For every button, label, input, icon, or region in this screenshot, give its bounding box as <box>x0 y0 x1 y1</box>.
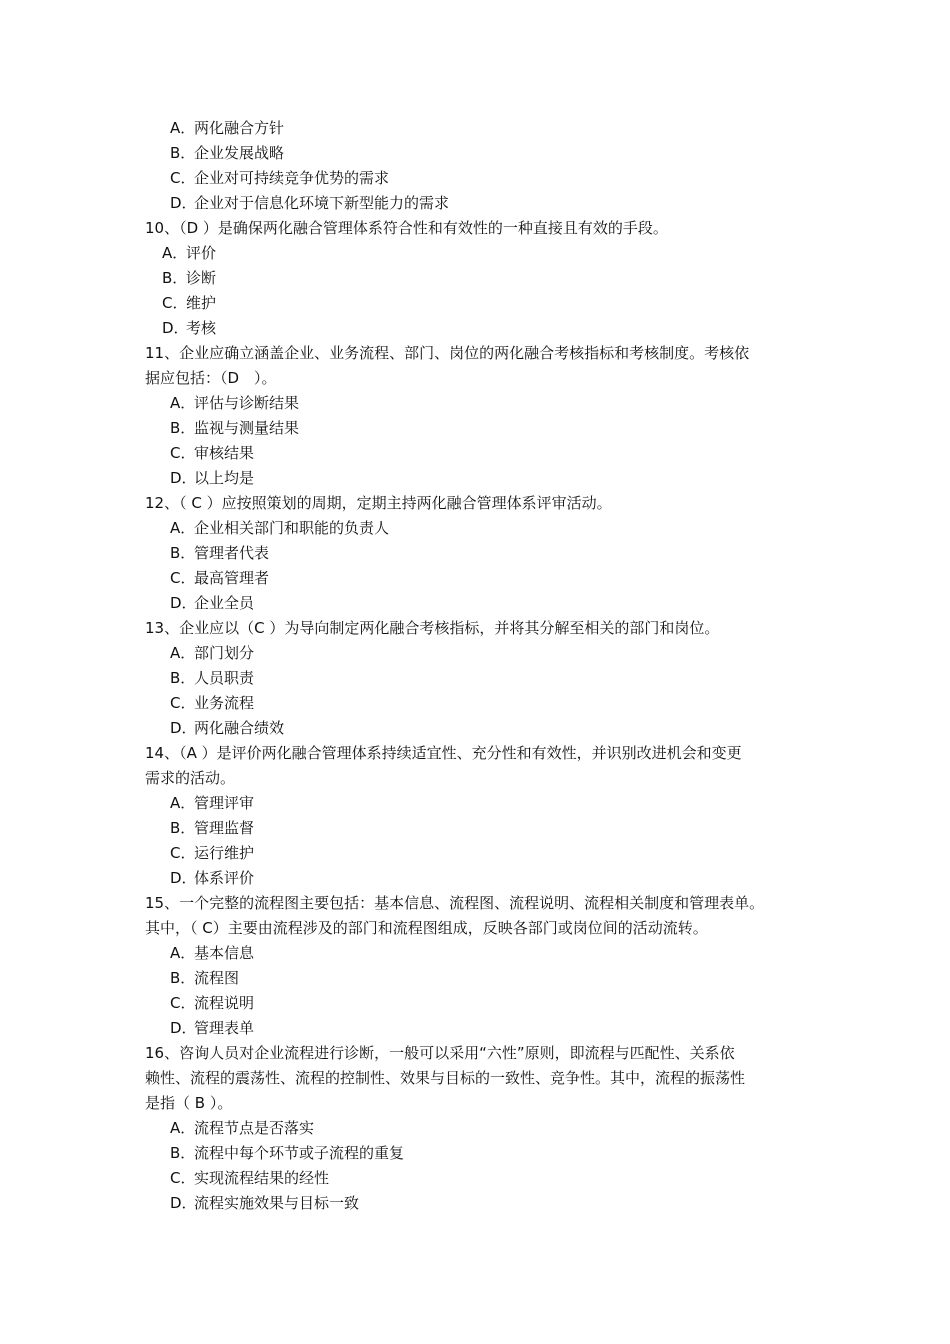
question-text-line: 14、（A ）是评价两化融合管理体系持续适宜性、充分性和有效性，并识别改进机会和变更 <box>145 744 742 762</box>
option-text: 监视与测量结果 <box>194 419 300 437</box>
document-page <box>0 116 950 1216</box>
option-text: 企业对可持续竞争优势的需求 <box>194 169 390 187</box>
option-letter: D． <box>170 469 197 487</box>
option-letter: D． <box>170 1194 197 1212</box>
answer-option <box>0 566 950 591</box>
option-text: 最高管理者 <box>194 569 270 587</box>
option-text: 部门划分 <box>194 644 255 662</box>
option-letter: B． <box>170 1144 196 1162</box>
option-letter: B． <box>170 969 196 987</box>
answer-option <box>0 666 950 691</box>
option-letter: B． <box>170 669 196 687</box>
option-letter: C． <box>162 294 188 312</box>
answer-option <box>0 591 950 616</box>
option-text: 两化融合方针 <box>194 119 285 137</box>
option-text: 企业对于信息化环境下新型能力的需求 <box>194 194 450 212</box>
option-letter: A． <box>170 794 196 812</box>
option-text: 业务流程 <box>194 694 255 712</box>
option-text: 实现流程结果的经性 <box>194 1169 330 1187</box>
answer-option <box>0 191 950 216</box>
option-text: 人员职责 <box>194 669 255 687</box>
option-text: 审核结果 <box>194 444 255 462</box>
answer-option <box>0 816 950 841</box>
option-letter: C． <box>170 569 196 587</box>
option-letter: A． <box>170 644 196 662</box>
option-letter: D． <box>170 194 197 212</box>
option-text: 流程中每个环节或子流程的重复 <box>194 1144 405 1162</box>
option-text: 流程实施效果与目标一致 <box>194 1194 360 1212</box>
answer-option <box>0 716 950 741</box>
answer-option <box>0 391 950 416</box>
option-letter: B． <box>170 419 196 437</box>
question-text-line: 赖性、流程的震荡性、流程的控制性、效果与目标的一致性、竞争性。其中，流程的振荡性 <box>145 1069 746 1087</box>
option-letter: A． <box>170 944 196 962</box>
option-text: 体系评价 <box>194 869 255 887</box>
option-text: 企业全员 <box>194 594 255 612</box>
answer-option <box>0 941 950 966</box>
question-text-line: 16、咨询人员对企业流程进行诊断，一般可以采用“六性”原则，即流程与匹配性、关系依 <box>145 1044 735 1062</box>
question-text-line: 是指（ B ）。 <box>145 1094 233 1112</box>
answer-option <box>0 466 950 491</box>
option-letter: D． <box>170 869 197 887</box>
option-letter: B． <box>170 544 196 562</box>
answer-option <box>0 416 950 441</box>
option-text: 管理监督 <box>194 819 255 837</box>
answer-option <box>0 791 950 816</box>
answer-option <box>0 1191 950 1216</box>
option-letter: C． <box>170 1169 196 1187</box>
option-text: 管理表单 <box>194 1019 255 1037</box>
option-text: 考核 <box>186 319 217 337</box>
question-text-line: 据应包括：（D ）。 <box>145 369 277 387</box>
answer-option <box>0 441 950 466</box>
answer-option <box>0 291 950 316</box>
option-letter: B． <box>170 819 196 837</box>
option-letter: A． <box>170 119 196 137</box>
answer-option <box>0 641 950 666</box>
question-text-line: 其中，（ C）主要由流程涉及的部门和流程图组成，反映各部门或岗位间的活动流转。 <box>145 919 708 937</box>
answer-option <box>0 841 950 866</box>
option-letter: C． <box>170 994 196 1012</box>
question-text-line: 15、一个完整的流程图主要包括：基本信息、流程图、流程说明、流程相关制度和管理表单。 <box>145 894 765 912</box>
option-letter: A． <box>170 519 196 537</box>
option-letter: D． <box>170 1019 197 1037</box>
option-text: 以上均是 <box>194 469 255 487</box>
option-text: 企业相关部门和职能的负责人 <box>194 519 390 537</box>
option-letter: D． <box>170 719 197 737</box>
option-text: 管理评审 <box>194 794 255 812</box>
answer-option <box>0 1116 950 1141</box>
answer-option <box>0 1166 950 1191</box>
question-text-line: 13、企业应以（C ）为导向制定两化融合考核指标，并将其分解至相关的部门和岗位。 <box>145 619 720 637</box>
answer-option <box>0 141 950 166</box>
option-text: 基本信息 <box>194 944 255 962</box>
option-letter: A． <box>170 1119 196 1137</box>
option-text: 流程说明 <box>194 994 255 1012</box>
question-text-line: 10、（D ）是确保两化融合管理体系符合性和有效性的一种直接且有效的手段。 <box>145 219 668 237</box>
option-letter: C． <box>170 844 196 862</box>
answer-option <box>0 866 950 891</box>
answer-option <box>0 1141 950 1166</box>
answer-option <box>0 316 950 341</box>
option-text: 评估与诊断结果 <box>194 394 300 412</box>
option-text: 评价 <box>186 244 217 262</box>
option-text: 两化融合绩效 <box>194 719 285 737</box>
answer-option <box>0 241 950 266</box>
option-letter: C． <box>170 694 196 712</box>
answer-option <box>0 966 950 991</box>
question-text-line: 11、企业应确立涵盖企业、业务流程、部门、岗位的两化融合考核指标和考核制度。考核依 <box>145 344 750 362</box>
option-letter: B． <box>162 269 188 287</box>
answer-option <box>0 991 950 1016</box>
option-text: 流程节点是否落实 <box>194 1119 315 1137</box>
answer-option <box>0 266 950 291</box>
option-letter: B． <box>170 144 196 162</box>
option-text: 企业发展战略 <box>194 144 285 162</box>
answer-option <box>0 516 950 541</box>
question-text-line: 12、（ C ）应按照策划的周期，定期主持两化融合管理体系评审活动。 <box>145 494 612 512</box>
option-text: 运行维护 <box>194 844 255 862</box>
answer-option <box>0 116 950 141</box>
option-letter: A． <box>162 244 188 262</box>
option-text: 诊断 <box>186 269 217 287</box>
option-letter: D． <box>162 319 189 337</box>
option-letter: D． <box>170 594 197 612</box>
option-letter: C． <box>170 169 196 187</box>
option-text: 管理者代表 <box>194 544 270 562</box>
answer-option <box>0 1016 950 1041</box>
option-letter: A． <box>170 394 196 412</box>
option-letter: C． <box>170 444 196 462</box>
answer-option <box>0 166 950 191</box>
option-text: 维护 <box>186 294 217 312</box>
answer-option <box>0 541 950 566</box>
question-text-line: 需求的活动。 <box>145 769 236 787</box>
answer-option <box>0 691 950 716</box>
option-text: 流程图 <box>194 969 240 987</box>
